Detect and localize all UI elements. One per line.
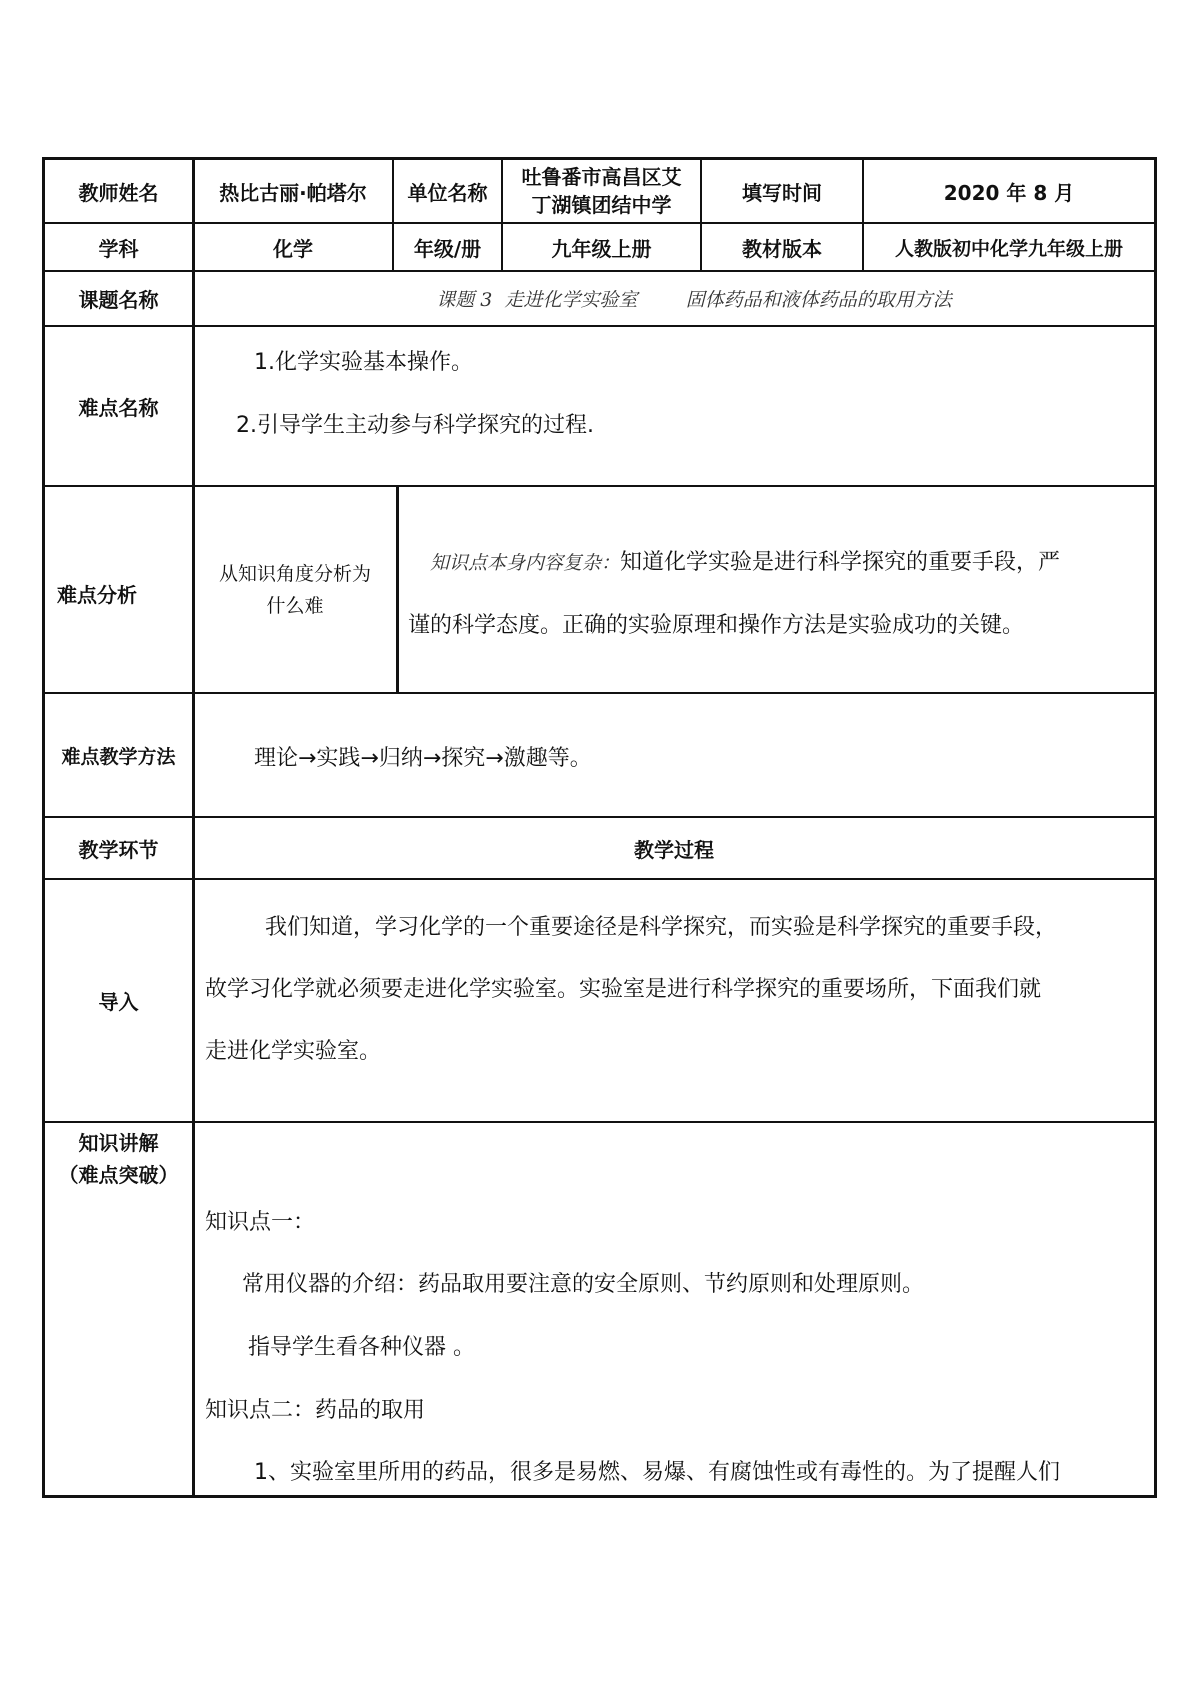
teacher-name-label: 教师姓名 (78, 180, 159, 205)
grade-value: 九年级上册 (551, 236, 652, 261)
difficulty-label: 难点名称 (78, 395, 159, 420)
knowledge-point-2-title: 知识点二：药品的取用 (205, 1398, 426, 1423)
grade-label: 年级/册 (413, 236, 482, 261)
table-border-bottom (42, 1495, 1156, 1498)
knowledge-label-line2: （难点突破） (58, 1163, 179, 1187)
method-label: 难点教学方法 (61, 745, 176, 768)
knowledge-point-2-line-1: 1、实验室里所用的药品，很多是易燃、易爆、有腐蚀性或有毒性的。为了提醒人们 (254, 1460, 1060, 1485)
difficulty-item-1: 1.化学实验基本操作。 (254, 350, 473, 375)
teacher-name-value: 热比古丽·帕塔尔 (219, 180, 367, 205)
date-label: 填写时间 (742, 180, 822, 205)
date-value: 2020 年 8 月 (943, 180, 1075, 205)
knowledge-point-1-line-2: 指导学生看各种仪器 。 (248, 1335, 475, 1360)
row-divider (42, 1121, 1156, 1123)
intro-line-1: 我们知道，学习化学的一个重要途径是科学探究，而实验是科学探究的重要手段， (265, 915, 1058, 940)
topic-value: 课题 3 走进化学实验室 固体药品和液体药品的取用方法 (436, 289, 952, 311)
analysis-label: 难点分析 (57, 583, 137, 607)
knowledge-label (45, 1124, 192, 1194)
analysis-line1-rest: 知道化学实验是进行科学探究的重要手段，严 (620, 550, 1061, 575)
analysis-sub-label-line1: 从知识角度分析为 (218, 562, 371, 585)
subject-label: 学科 (98, 236, 139, 261)
analysis-text-line1 (430, 545, 1060, 576)
analysis-text-line2: 谨的科学态度。正确的实验原理和操作方法是实验成功的关键。 (408, 613, 1025, 638)
analysis-sub-label-line2: 什么难 (266, 594, 324, 617)
row-divider (42, 692, 1156, 694)
row-divider (42, 878, 1156, 880)
analysis-lead: 知识点本身内容复杂： (430, 552, 621, 574)
knowledge-point-1-line-1: 常用仪器的介绍：药品取用要注意的安全原则、节约原则和处理原则。 (242, 1272, 925, 1297)
unit-value-line2: 丁湖镇团结中学 (531, 193, 672, 217)
edition-value: 人教版初中化学九年级上册 (894, 237, 1123, 260)
stage-header: 教学环节 (78, 837, 159, 862)
table-border-right (1154, 157, 1157, 1498)
analysis-sub-label (194, 487, 396, 692)
row-divider (42, 325, 1156, 327)
knowledge-label-line1: 知识讲解 (78, 1131, 159, 1155)
method-value: 理论→实践→归纳→探究→激趣等。 (254, 746, 592, 771)
difficulty-item-2: 2.引导学生主动参与科学探究的过程. (236, 413, 594, 438)
unit-label: 单位名称 (407, 180, 488, 205)
intro-label: 导入 (98, 990, 139, 1014)
unit-value (503, 160, 700, 222)
unit-value-line1: 吐鲁番市高昌区艾 (521, 165, 682, 189)
intro-line-3: 走进化学实验室。 (205, 1039, 382, 1064)
analysis-column-divider (396, 485, 399, 694)
topic-label: 课题名称 (78, 288, 159, 312)
intro-line-2: 故学习化学就必须要走进化学实验室。实验室是进行科学探究的重要场所，下面我们就 (205, 977, 1042, 1002)
edition-label: 教材版本 (742, 236, 822, 261)
knowledge-point-1-title: 知识点一： (205, 1210, 316, 1235)
subject-value: 化学 (273, 236, 313, 261)
process-header: 教学过程 (634, 837, 714, 862)
